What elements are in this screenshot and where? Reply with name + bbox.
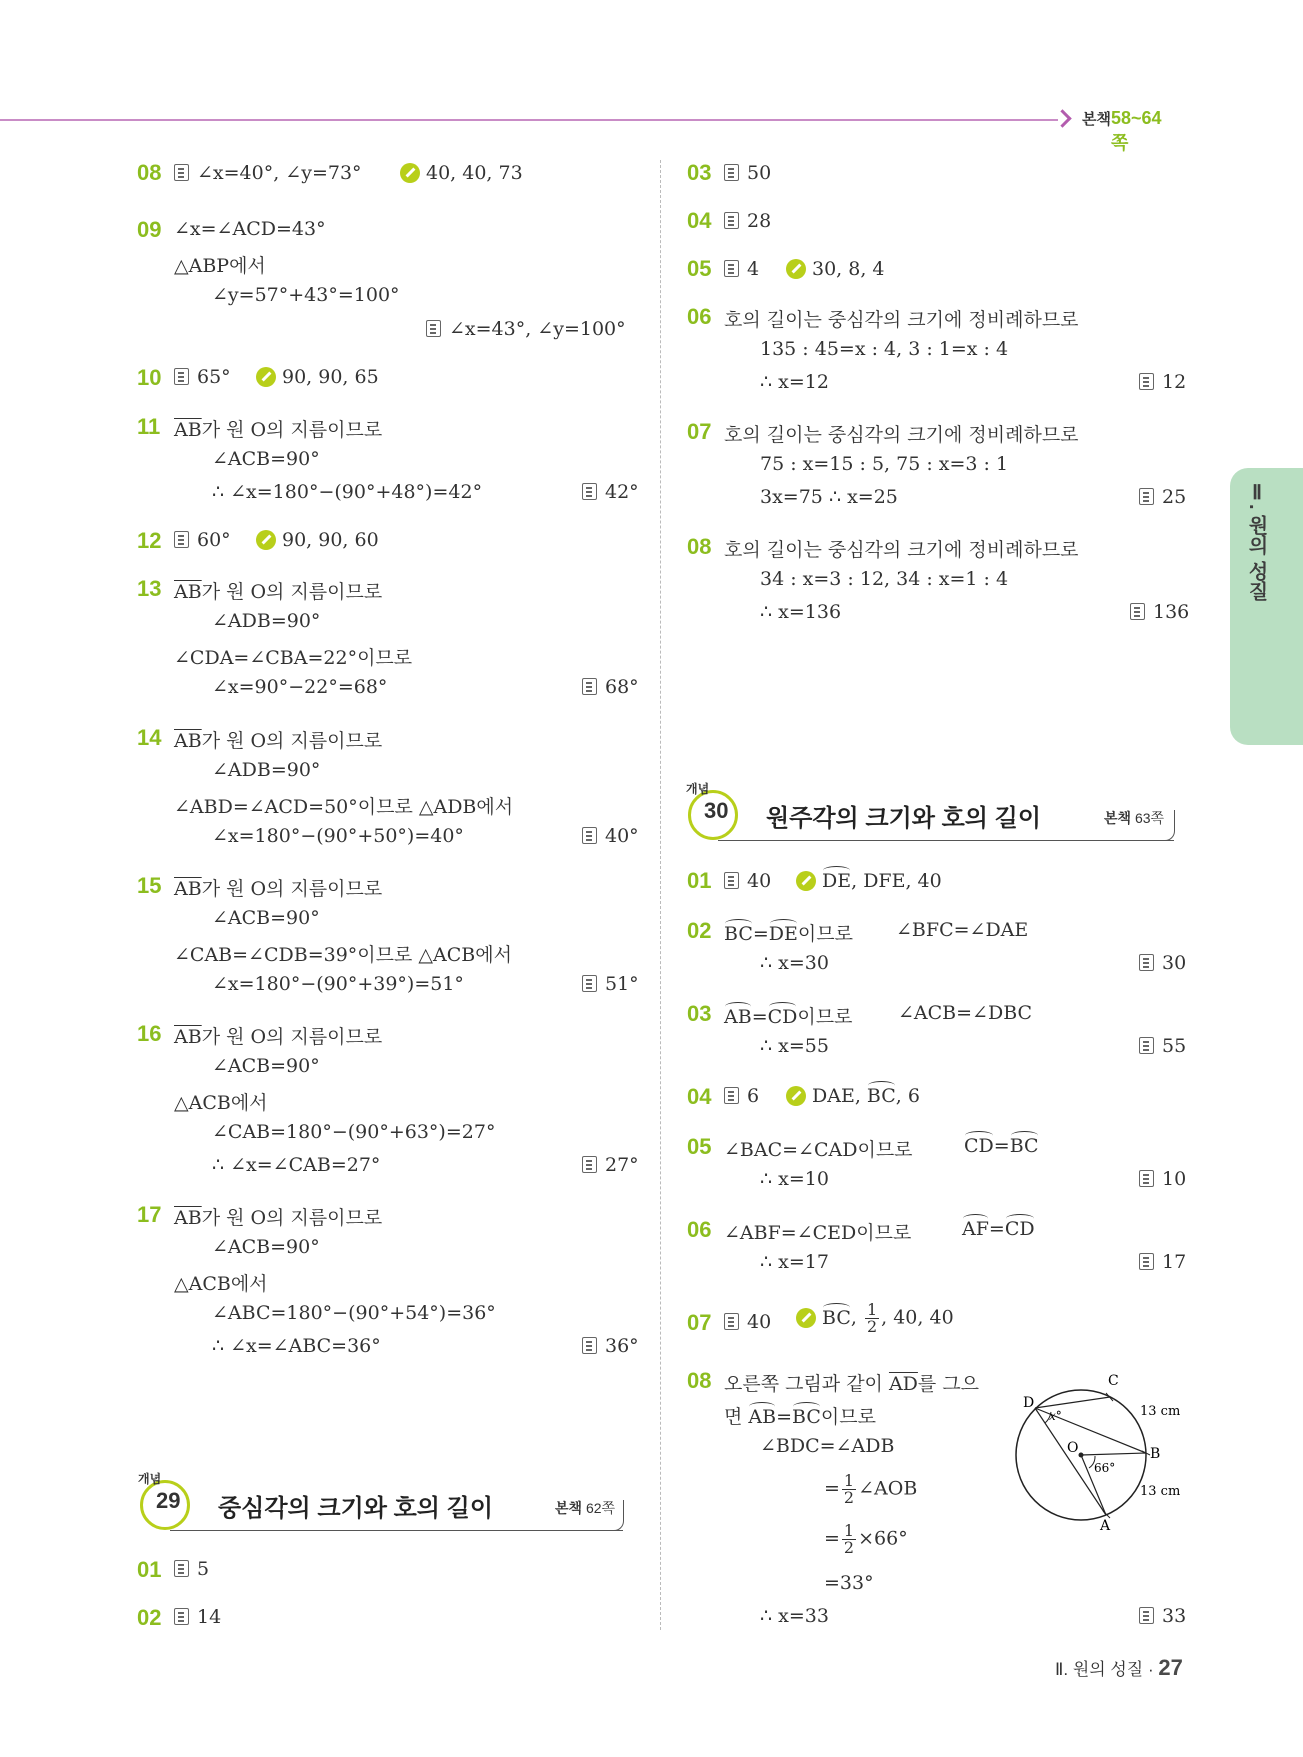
problem-number: 10 (137, 365, 162, 390)
chord-dc (1035, 1397, 1110, 1408)
answer-icon (724, 212, 739, 229)
answer-icon (582, 1156, 597, 1173)
pencil-icon (796, 871, 816, 891)
problem-number: 05 (687, 1134, 712, 1159)
problem-answer: 12 (1139, 371, 1186, 393)
solution-line: ∠y=57°+43°=100° (212, 284, 400, 306)
solution-line: ∠BFC=∠DAE (896, 919, 1029, 941)
problem-answer: 51° (582, 973, 639, 995)
concept-badge-label: 개념 (138, 1472, 162, 1486)
page-number: 27 (1158, 1655, 1183, 1680)
solution-line: = $\frac{1}{2}$ ∠AOB (824, 1471, 918, 1507)
angle-label-x: x° (1049, 1409, 1062, 1423)
problem-number: 04 (687, 208, 712, 233)
problem-number: 08 (137, 160, 162, 185)
problem-answer: 25 (1139, 486, 1186, 508)
chapter-side-tab-label: Ⅱ. 원의 성질 (1245, 480, 1267, 601)
problem-number: 08 (687, 534, 712, 559)
solution-line: ∠ACB=90° (212, 907, 320, 929)
problem-number: 07 (687, 419, 712, 444)
solution-line: $\overline{AB}$가 원 O의 지름이므로 (174, 1207, 383, 1229)
solution-line: $\overline{AB}$가 원 O의 지름이므로 (174, 419, 383, 441)
solution-line: $\overline{AB}$가 원 O의 지름이므로 (174, 1026, 383, 1048)
solution-line: ∠x=180°−(90°+50°)=40° (212, 825, 464, 847)
point-label-a: A (1100, 1518, 1111, 1534)
solution-line: =33° (824, 1572, 874, 1594)
center-point (1079, 1453, 1084, 1458)
problem-number: 07 (687, 1310, 712, 1335)
answer-icon (724, 872, 739, 889)
concept-number: 29 (156, 1488, 181, 1513)
problem-answer: 55 (1139, 1035, 1186, 1057)
answer-icon (1130, 603, 1145, 620)
solution-line: ∠x=∠ACD=43° (174, 218, 326, 240)
section-rule-end (611, 1500, 624, 1531)
problem-answer: 10 (1139, 1168, 1186, 1190)
chevron-right-icon (1053, 109, 1071, 127)
problem-answer: 40° (582, 825, 639, 847)
problem-answer: 40 (724, 870, 771, 892)
solution-line: ∠CAB=180°−(90°+63°)=27° (212, 1121, 496, 1143)
problem-answer: 14 (174, 1606, 221, 1628)
problem-answer: 5 (174, 1558, 209, 1580)
point-label-b: B (1150, 1446, 1161, 1462)
answer-icon (724, 164, 739, 181)
problem-number: 12 (137, 528, 162, 553)
solution-line: ∴ ∠x=∠CAB=27° (212, 1154, 381, 1176)
answer-icon (582, 975, 597, 992)
solution-line: △ACB에서 (174, 1273, 268, 1295)
problem-number: 14 (137, 725, 162, 750)
solution-line: 135 : 45=x : 4, 3 : 1=x : 4 (760, 338, 1009, 360)
fraction: $\frac{1}{2}$ (866, 1300, 878, 1336)
solution-line: ∠ACB=90° (212, 1055, 320, 1077)
problem-hint: 40, 40, 73 (400, 162, 523, 184)
solution-line: ∠ABD=∠ACD=50°이므로 △ADB에서 (174, 796, 514, 818)
solution-line: ∴ ∠x=180°−(90°+48°)=42° (212, 481, 483, 503)
problem-number: 17 (137, 1202, 162, 1227)
problem-number: 09 (137, 217, 162, 242)
solution-line: 호의 길이는 중심각의 크기에 정비례하므로 (724, 424, 1079, 446)
pencil-icon (786, 1086, 806, 1106)
problem-answer: 42° (582, 481, 639, 503)
solution-line: ∠ACB=∠DBC (898, 1002, 1033, 1024)
concept-number: 30 (704, 798, 729, 823)
solution-line: ∴ x=55 (760, 1035, 829, 1057)
answer-icon (174, 1560, 189, 1577)
problem-number: 02 (137, 1605, 162, 1630)
problem-answer: ∠x=43°, ∠y=100° (426, 318, 626, 340)
problem-number: 11 (137, 414, 161, 439)
solution-line: $\overline{AB}$가 원 O의 지름이므로 (174, 730, 383, 752)
solution-line: $\overline{AB}$가 원 O의 지름이므로 (174, 581, 383, 603)
solution-line: ∴ ∠x=∠ABC=36° (212, 1335, 381, 1357)
radius-ob (1081, 1453, 1146, 1455)
solution-line: BC=DE이므로 (724, 923, 853, 945)
problem-number: 03 (687, 160, 712, 185)
problem-number: 02 (687, 918, 712, 943)
solution-line: ∠CDA=∠CBA=22°이므로 (174, 647, 413, 669)
section-rule-end (1162, 810, 1175, 841)
solution-line: ∴ x=17 (760, 1251, 829, 1273)
length-label-top: 13 cm (1140, 1404, 1181, 1419)
solution-line: 34 : x=3 : 12, 34 : x=1 : 4 (760, 568, 1009, 590)
answer-icon (582, 827, 597, 844)
problem-answer: 65° (174, 366, 231, 388)
solution-line: ∴ x=136 (760, 601, 842, 623)
solution-line: ∠BAC=∠CAD이므로 (724, 1139, 913, 1161)
concept-badge-label: 개념 (686, 782, 710, 796)
answer-icon (1139, 1607, 1154, 1624)
pencil-icon (796, 1308, 816, 1328)
page-footer: Ⅱ. 원의 성질 · 27 (1055, 1655, 1183, 1680)
problem-answer: 27° (582, 1154, 639, 1176)
answer-icon (426, 320, 441, 337)
angle-label-66: 66° (1094, 1461, 1116, 1475)
solution-line: CD=BC (964, 1135, 1039, 1157)
problem-hint: 90, 90, 60 (256, 529, 379, 551)
problem-answer: 33 (1139, 1605, 1186, 1627)
solution-line: ∠ADB=90° (212, 610, 321, 632)
solution-line: ∠x=90°−22°=68° (212, 676, 388, 698)
answer-icon (1139, 1170, 1154, 1187)
answer-icon (1139, 1037, 1154, 1054)
problem-answer: 36° (582, 1335, 639, 1357)
solution-line: ∴ x=12 (760, 371, 829, 393)
section-heading-29 (140, 1470, 635, 1530)
solution-line: ∠BDC=∠ADB (760, 1435, 895, 1457)
problem-hint: DE, DFE, 40 (796, 870, 942, 892)
solution-line: ∠ACB=90° (212, 448, 320, 470)
solution-line: ∠CAB=∠CDB=39°이므로 △ACB에서 (174, 944, 512, 966)
problem-answer: 50 (724, 162, 771, 184)
solution-line: ∠ABF=∠CED이므로 (724, 1222, 912, 1244)
solution-line: $\overline{AB}$가 원 O의 지름이므로 (174, 878, 383, 900)
solution-line: △ACB에서 (174, 1092, 268, 1114)
problem-hint: 90, 90, 65 (256, 366, 379, 388)
solution-line: = $\frac{1}{2}$ ×66° (824, 1521, 908, 1557)
solution-line: ∠ACB=90° (212, 1236, 320, 1258)
section-page-ref: 본책 63쪽 (1104, 810, 1165, 826)
answer-icon (724, 260, 739, 277)
pencil-icon (256, 367, 276, 387)
section-rule (170, 1530, 623, 1531)
solution-line: ∠x=180°−(90°+39°)=51° (212, 973, 464, 995)
solution-line: △ABP에서 (174, 255, 266, 277)
problem-number: 01 (687, 868, 712, 893)
answer-icon (582, 483, 597, 500)
answer-icon (174, 164, 189, 181)
answer-icon (1139, 954, 1154, 971)
problem-answer: 136 (1130, 601, 1189, 623)
solution-line: AB=CD이므로 (724, 1006, 853, 1028)
problem-answer: 28 (724, 210, 771, 232)
problem-number: 13 (137, 576, 162, 601)
pencil-icon (400, 163, 420, 183)
section-title: 원주각의 크기와 호의 길이 (766, 805, 1042, 832)
pencil-icon (786, 259, 806, 279)
solution-line: 호의 길이는 중심각의 크기에 정비례하므로 (724, 309, 1079, 331)
problem-hint: 30, 8, 4 (786, 258, 885, 280)
solution-line: 75 : x=15 : 5, 75 : x=3 : 1 (760, 453, 1009, 475)
problem-answer: ∠x=40°, ∠y=73° (174, 162, 362, 184)
problem-answer: 6 (724, 1085, 759, 1107)
problem-answer: 4 (724, 258, 759, 280)
problem-number: 06 (687, 1217, 712, 1242)
solution-line: 면 AB=BC이므로 (724, 1406, 876, 1428)
answer-icon (174, 531, 189, 548)
problem-number: 01 (137, 1557, 162, 1582)
problem-number: 04 (687, 1084, 712, 1109)
solution-line: 3x=75 ∴ x=25 (760, 486, 898, 508)
solution-line: ∠ADB=90° (212, 759, 321, 781)
problem-number: 16 (137, 1021, 162, 1046)
solution-line: 오른쪽 그림과 같이 $\overline{AD}$를 그으 (724, 1373, 980, 1395)
problem-number: 03 (687, 1001, 712, 1026)
problem-answer: 30 (1139, 952, 1186, 974)
answer-icon (582, 1337, 597, 1354)
solution-line: AF=CD (962, 1218, 1035, 1240)
length-label-bottom: 13 cm (1140, 1484, 1181, 1499)
answer-icon (174, 368, 189, 385)
point-label-o: O (1067, 1440, 1079, 1456)
problem-number: 15 (137, 873, 162, 898)
section-page-ref: 본책 62쪽 (555, 1500, 616, 1516)
problem-hint: DAE, BC, 6 (786, 1085, 920, 1107)
answer-icon (1139, 373, 1154, 390)
fraction: $\frac{1}{2}$ (843, 1471, 855, 1507)
answer-icon (174, 1608, 189, 1625)
solution-line: ∠ABC=180°−(90°+54°)=36° (212, 1302, 496, 1324)
header-page-ref: 본책 58~64쪽 (1082, 108, 1162, 153)
problem-answer: 40 (724, 1311, 771, 1333)
answer-icon (1139, 488, 1154, 505)
problem-hint: BC, $\frac{1}{2}$ , 40, 40 (796, 1302, 954, 1335)
solution-line: ∴ x=10 (760, 1168, 829, 1190)
problem-answer: 60° (174, 529, 231, 551)
solution-line: ∴ x=30 (760, 952, 829, 974)
problem-number: 06 (687, 304, 712, 329)
answer-icon (724, 1087, 739, 1104)
point-label-d: D (1023, 1395, 1035, 1411)
problem-number: 05 (687, 256, 712, 281)
fraction: $\frac{1}{2}$ (843, 1521, 855, 1557)
solution-line: 호의 길이는 중심각의 크기에 정비례하므로 (724, 539, 1079, 561)
section-title: 중심각의 크기와 호의 길이 (218, 1495, 494, 1522)
section-rule (718, 840, 1174, 841)
point-label-c: C (1108, 1373, 1119, 1389)
problem-number: 08 (687, 1368, 712, 1393)
problem-answer: 68° (582, 676, 639, 698)
solution-line: ∴ x=33 (760, 1605, 829, 1627)
header-rule (0, 119, 1058, 121)
answer-icon (582, 678, 597, 695)
section-heading-30 (688, 780, 1188, 840)
circle-figure (1005, 1365, 1205, 1535)
answer-icon (724, 1313, 739, 1330)
pencil-icon (256, 530, 276, 550)
column-divider (660, 160, 661, 1630)
answer-icon (1139, 1253, 1154, 1270)
problem-answer: 17 (1139, 1251, 1186, 1273)
